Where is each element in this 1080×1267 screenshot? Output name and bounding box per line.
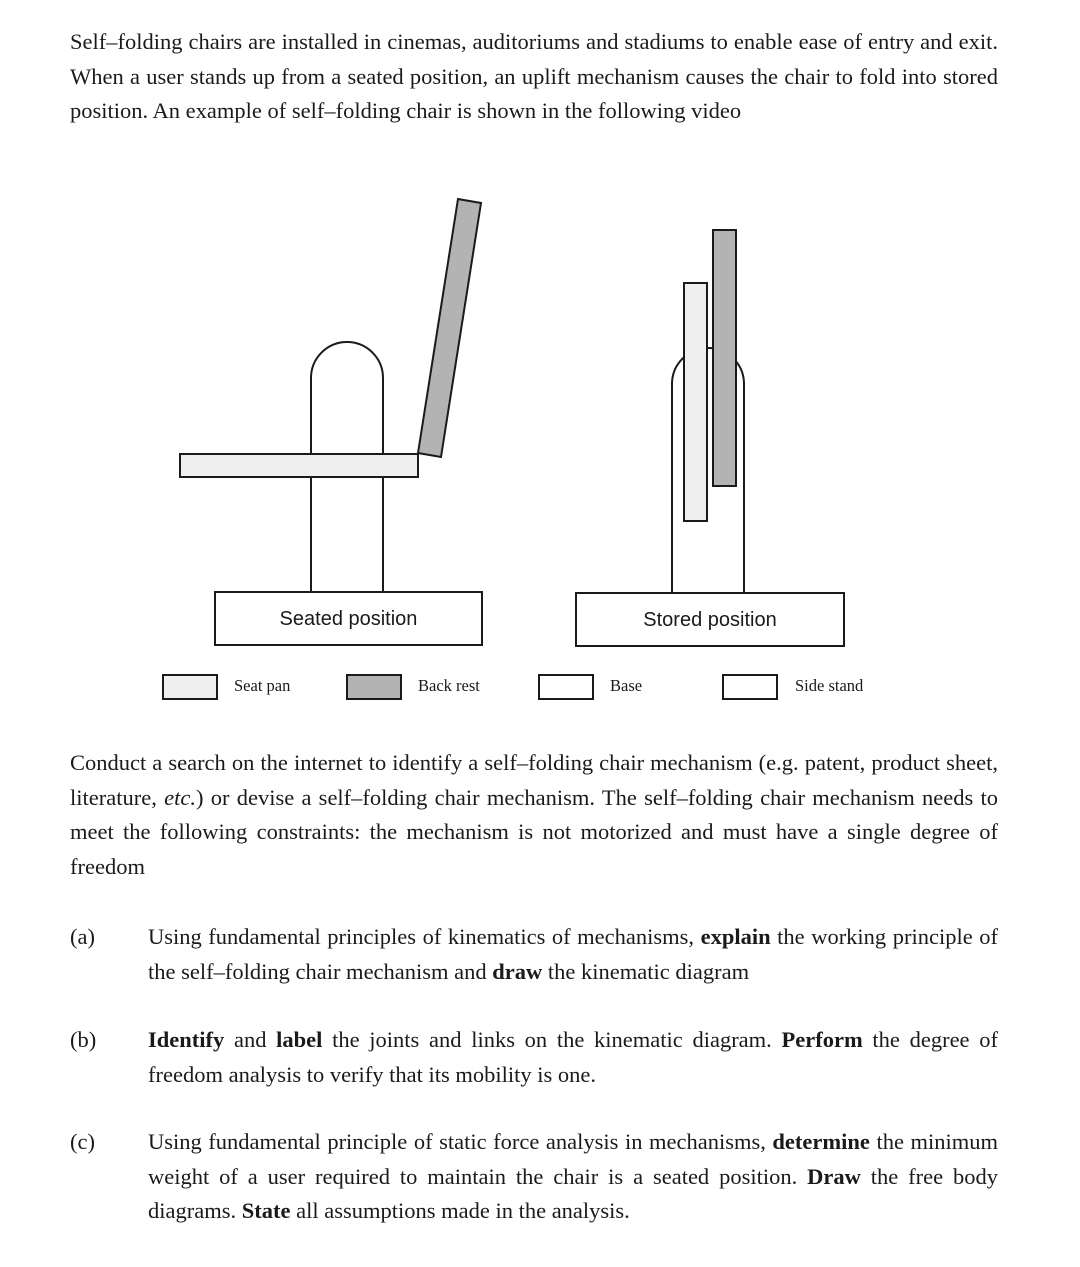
stored-seat-pan [684, 283, 707, 521]
question-a-part: the kinematic diagram [542, 958, 750, 984]
seated-position-label: Seated position [279, 608, 418, 630]
question-b-bold: label [276, 1027, 323, 1052]
legend-label-back-rest: Back rest [418, 676, 480, 695]
question-a-bold: explain [700, 924, 771, 949]
question-a-label: (a) [70, 924, 95, 949]
legend-label-seat-pan: Seat pan [234, 676, 291, 695]
stored-position-label: Stored position [643, 609, 777, 631]
question-c-part: all assumptions made in the analysis. [290, 1198, 630, 1223]
legend-label-base: Base [610, 676, 643, 695]
question-a-part: the working principle of the self–folding chair mechanism and [148, 924, 998, 984]
question-c-bold: State [241, 1198, 291, 1223]
question-b-bold: Identify [148, 1027, 225, 1052]
legend-swatch-back-rest [347, 675, 401, 699]
question-c-label: (c) [70, 1129, 95, 1154]
question-b-part: the degree of freedom analysis to verify that its mobility is one. [148, 1027, 998, 1087]
task-text-2: ) or devise a self–folding chair mechanism. The self–folding chair mechanism needs to meet the following constraints: the mechanism is not motorized and must have a single degree of freedom [70, 784, 999, 879]
question-c-part: the minimum weight of a user required to maintain the chair is a seated position. [148, 1129, 998, 1189]
legend-swatch-side-stand [723, 675, 777, 699]
question-c-bold: Draw [807, 1163, 861, 1189]
seated-seat-pan [180, 454, 418, 477]
question-c-part: the free body diagrams. [148, 1163, 998, 1223]
legend-swatch-base [539, 675, 593, 699]
question-c-part: Using fundamental principle of static force analysis in mechanisms, [148, 1129, 773, 1154]
question-b-text [148, 1023, 998, 1092]
stored-back-rest [713, 230, 736, 486]
question-c-bold: determine [772, 1129, 870, 1154]
question-a-bold: draw [492, 958, 543, 984]
legend-swatch-seat-pan [163, 675, 217, 699]
legend-label-side-stand: Side stand [795, 676, 864, 695]
task-etc: etc. [164, 784, 196, 810]
question-b-label: (b) [70, 1027, 97, 1052]
seated-back-rest [418, 199, 481, 457]
question-b-part: the joints and links on the kinematic diagram. [322, 1027, 782, 1052]
intro-paragraph: Self–folding chairs are installed in cinemas, auditoriums and stadiums to enable ease of entry and exit. When a user stands up from a seated position, an uplift mechanism causes the chair to fold into stored position. An example of self–folding chair is shown in the following video [70, 29, 998, 123]
question-a-text [148, 920, 998, 989]
question-c-text [148, 1125, 998, 1229]
question-b-part: and [224, 1027, 277, 1052]
question-b-bold: Perform [781, 1027, 863, 1052]
chair-diagram [0, 190, 1080, 710]
question-a-part: Using fundamental principles of kinematics of mechanisms, [148, 924, 701, 949]
task-paragraph [70, 746, 998, 884]
chair-figure [0, 190, 1080, 710]
task-text-1: Conduct a search on the internet to identify a self–folding chair mechanism (e.g. patent, product sheet, literature, [70, 750, 998, 810]
